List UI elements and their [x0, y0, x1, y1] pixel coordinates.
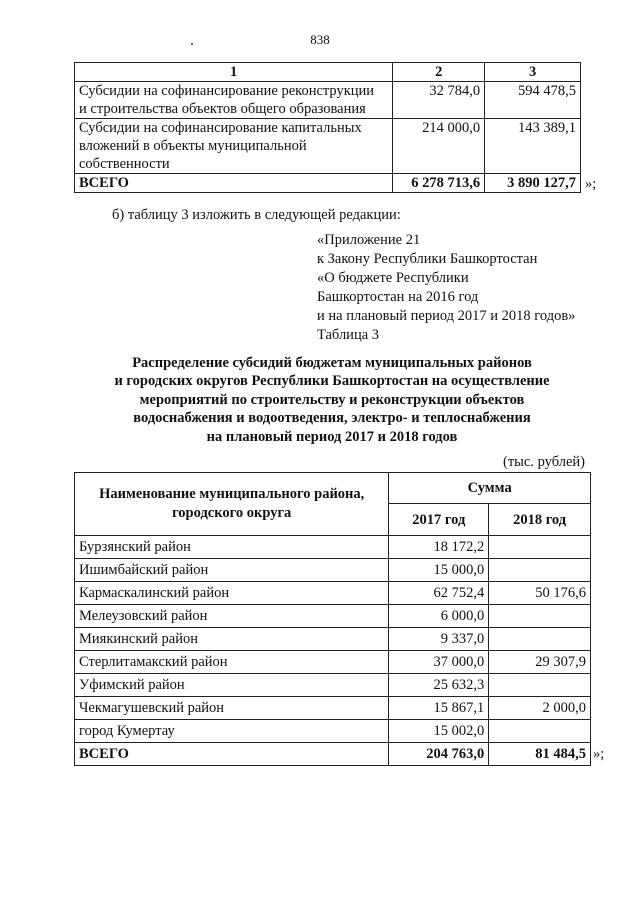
header-name-line: городского округа [172, 505, 292, 521]
appendix-line: «Приложение 21 [317, 232, 421, 248]
appendix-line: к Закону Республики Башкортостан [317, 251, 538, 267]
value-2018 [489, 559, 591, 582]
closing-quote: »; [593, 746, 605, 762]
district-name: Чекмагушевский район [75, 697, 389, 720]
appendix-line: «О бюджете Республики [317, 270, 469, 286]
value-2017: 214 000,0 [393, 119, 485, 174]
column-number-1: 1 [75, 63, 393, 82]
value-2017: 32 784,0 [393, 82, 485, 119]
table-row [75, 582, 591, 605]
value-2018: 29 307,9 [489, 651, 591, 674]
table-row [75, 674, 591, 697]
value-2018: 143 389,1 [485, 119, 581, 174]
header-sum: Сумма [389, 473, 591, 504]
row-name-line: Субсидии на софинансирование реконструкции [79, 83, 375, 99]
total-label: ВСЕГО [75, 743, 389, 766]
value-2018 [489, 628, 591, 651]
value-2018 [489, 605, 591, 628]
value-2018 [489, 720, 591, 743]
district-name: Уфимский район [75, 674, 389, 697]
title-line: на плановый период 2017 и 2018 годов [206, 428, 458, 445]
appendix-line: Башкортостан на 2016 год [317, 289, 479, 305]
value-2017: 6 000,0 [389, 605, 489, 628]
value-2018: 594 478,5 [485, 82, 581, 119]
table-label: Таблица 3 [317, 327, 380, 343]
total-row [75, 174, 581, 193]
value-2018: 50 176,6 [489, 582, 591, 605]
amendment-instruction: б) таблицу 3 изложить в следующей редакции: [112, 207, 401, 223]
district-name: Ишимбайский район [75, 559, 389, 582]
title-line: Распределение субсидий бюджетам муниципальных районов [132, 355, 532, 371]
table-row [75, 697, 591, 720]
appendix-reference [317, 231, 575, 345]
row-name-line: и строительства объектов общего образования [79, 101, 366, 117]
value-2018 [489, 674, 591, 697]
value-2017: 15 000,0 [389, 559, 489, 582]
total-2017: 204 763,0 [389, 743, 489, 766]
table-row [75, 720, 591, 743]
total-label: ВСЕГО [75, 174, 393, 193]
header-year-2017: 2017 год [389, 504, 489, 536]
row-name-line: собственности [79, 156, 170, 172]
table-row [75, 651, 591, 674]
table-row [75, 119, 581, 174]
total-2018: 81 484,5 [489, 743, 591, 766]
column-number-3: 3 [485, 63, 581, 82]
table-header-row [75, 63, 581, 82]
header-name-line: Наименование муниципального района, [99, 486, 365, 502]
appendix-line: и на плановый период 2017 и 2018 годов» [317, 308, 576, 324]
value-2017: 15 002,0 [389, 720, 489, 743]
value-2017: 15 867,1 [389, 697, 489, 720]
table-title [74, 354, 590, 446]
value-2018 [489, 536, 591, 559]
district-name: Миякинский район [75, 628, 389, 651]
value-2018: 2 000,0 [489, 697, 591, 720]
total-row [75, 743, 591, 766]
row-name-line: Субсидии на софинансирование капитальных [79, 120, 362, 136]
table-row [75, 536, 591, 559]
title-line: мероприятий по строительству и реконструкции объектов [139, 391, 525, 408]
header-name [75, 473, 389, 536]
subsidy-distribution-table [74, 472, 591, 766]
district-name: Стерлитамакский район [75, 651, 389, 674]
scan-speck [191, 43, 193, 45]
value-2017: 37 000,0 [389, 651, 489, 674]
value-2017: 62 752,4 [389, 582, 489, 605]
row-name [75, 119, 393, 174]
closing-quote: »; [585, 176, 597, 192]
table-row [75, 628, 591, 651]
title-line: водоснабжения и водоотведения, электро- и теплоснабжения [133, 410, 531, 427]
row-name-line: вложений в объекты муниципальной [79, 138, 307, 154]
table-header-row [75, 473, 591, 504]
total-2017: 6 278 713,6 [393, 174, 485, 193]
row-name [75, 82, 393, 119]
district-name: город Кумертау [75, 720, 389, 743]
continued-subsidy-table [74, 62, 581, 193]
value-2017: 18 172,2 [389, 536, 489, 559]
header-year-2018: 2018 год [489, 504, 591, 536]
total-2018: 3 890 127,7 [485, 174, 581, 193]
title-line: и городских округов Республики Башкортостан на осуществление [114, 373, 550, 390]
table-row [75, 605, 591, 628]
district-name: Мелеузовский район [75, 605, 389, 628]
district-name: Кармаскалинский район [75, 582, 389, 605]
district-name: Бурзянский район [75, 536, 389, 559]
units-label: (тыс. рублей) [503, 454, 585, 470]
table-row [75, 82, 581, 119]
table-row [75, 559, 591, 582]
value-2017: 25 632,3 [389, 674, 489, 697]
value-2017: 9 337,0 [389, 628, 489, 651]
page-number: 838 [310, 32, 330, 47]
column-number-2: 2 [393, 63, 485, 82]
